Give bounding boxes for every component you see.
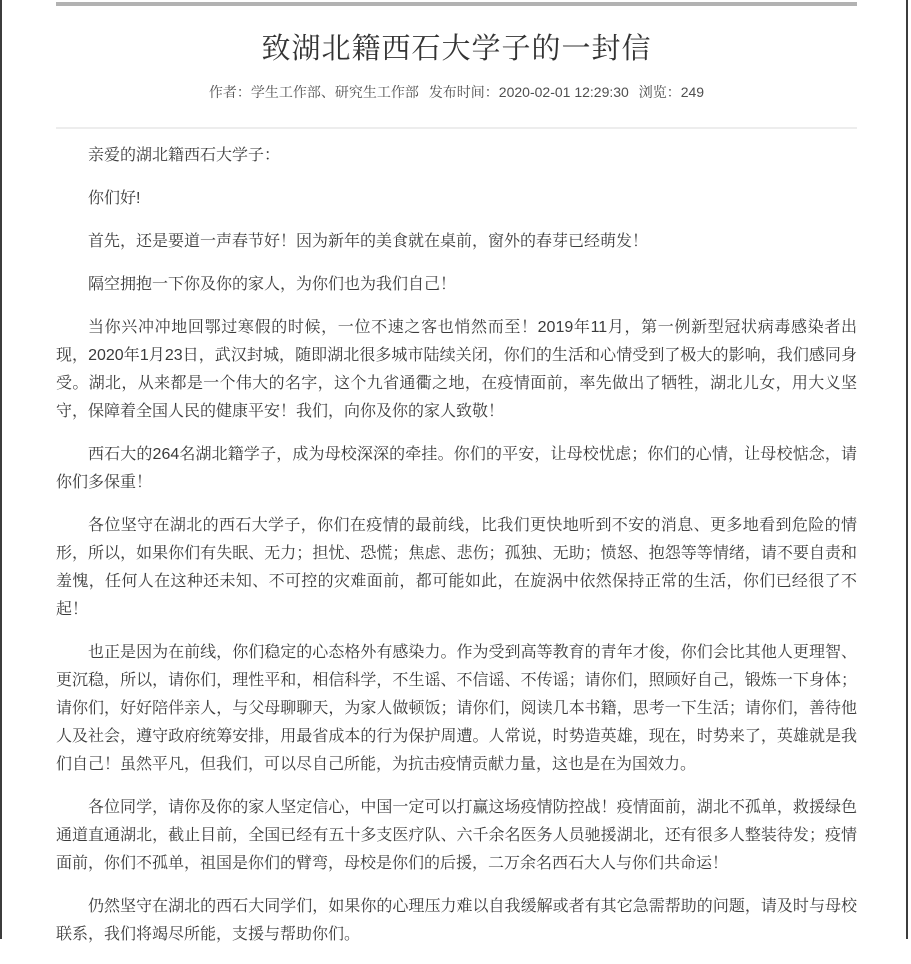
meta-author: 作者：学生工作部、研究生工作部	[208, 84, 419, 100]
page-title: 致湖北籍西石大学子的一封信	[261, 33, 652, 65]
meta-view-count: 浏览：249	[638, 84, 705, 100]
article-paragraph: 仍然坚守在湖北的西石大同学们，如果你的心理压力难以自我缓解或者有其它急需帮助的问题，请及时与母校联系，我们将竭尽所能，支援与帮助你们。	[56, 898, 857, 943]
article-body	[56, 142, 857, 949]
window-left-border	[0, 0, 2, 939]
article-paragraph: 也正是因为在前线，你们稳定的心态格外有感染力。作为受到高等教育的青年才俊，你们会比其他人更理智、更沉稳，所以，请你们，理性平和，相信科学，不生谣、不信谣、不传谣；请你们，照顾好自己，锻炼一下身体；请你们，好好陪伴亲人，与父母聊聊天，为家人做顿饭；请你们，阅读几本书籍，思考一下生活；请你们，善待他人及社会，遵守政府统筹安排，用最省成本的行为保护周遭。人常说，时势造英雄，现在，时势来了，英雄就是我们自己！虽然平凡，但我们，可以尽自己所能，为抗击疫情贡献力量，这也是在为国效力。	[56, 644, 857, 773]
article-paragraph: 当你兴冲冲地回鄂过寒假的时候，一位不速之客也悄然而至！2019年11月，第一例新型冠状病毒感染者出现，2020年1月23日，武汉封城，随即湖北很多城市陆续关闭，你们的生活和心情受到了极大的影响，我们感同身受。湖北，从来都是一个伟大的名字，这个九省通衢之地，在疫情面前，率先做出了牺牲，湖北儿女，用大义坚守，保障着全国人民的健康平安！我们，向你及你的家人致敬！	[56, 319, 857, 420]
article-paragraph: 西石大的264名湖北籍学子，成为母校深深的牵挂。你们的平安，让母校忧虑；你们的心情，让母校惦念，请你们多保重！	[56, 446, 857, 491]
article-paragraph: 各位同学，请你及你的家人坚定信心，中国一定可以打赢这场疫情防控战！疫情面前，湖北不孤单，救援绿色通道直通湖北，截止目前，全国已经有五十多支医疗队、六千余名医务人员驰援湖北，还有很多人整装待发；疫情面前，你们不孤单，祖国是你们的臂弯，母校是你们的后援，二万余名西石大人与你们共命运！	[56, 799, 857, 872]
article-container	[56, 0, 857, 964]
article-paragraph: 各位坚守在湖北的西石大学子，你们在疫情的最前线，比我们更快地听到不安的消息、更多地看到危险的情形，所以，如果你们有失眠、无力；担忧、恐慌；焦虑、悲伤；孤独、无助；愤怒、抱怨等等情绪，请不要自责和羞愧，任何人在这种还未知、不可控的灾难面前，都可能如此，在旋涡中依然保持正常的生活，你们已经很了不起！	[56, 517, 857, 618]
article-paragraph: 首先，还是要道一声春节好！因为新年的美食就在桌前，窗外的春芽已经萌发！	[88, 233, 649, 250]
window-right-border	[906, 0, 908, 939]
top-rule	[56, 2, 857, 6]
article-paragraph-salutation: 亲爱的湖北籍西石大学子：	[88, 147, 281, 164]
meta-divider	[56, 127, 857, 129]
article-paragraph: 你们好!	[88, 190, 141, 207]
article-meta	[56, 83, 857, 101]
article-paragraph: 隔空拥抱一下你及你的家人，为你们也为我们自己！	[88, 276, 457, 293]
meta-publish-time: 发布时间：2020-02-01 12:29:30	[428, 84, 629, 100]
